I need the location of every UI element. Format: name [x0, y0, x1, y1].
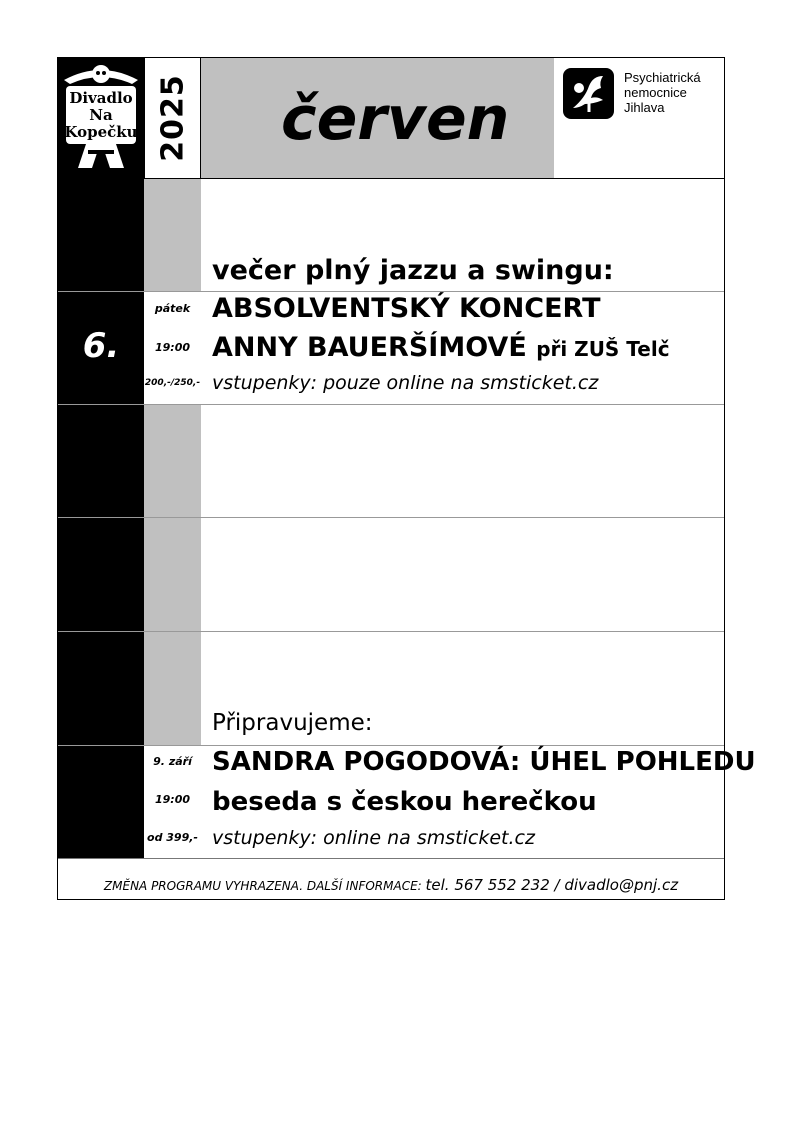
svg-text:Divadlo: Divadlo: [69, 89, 133, 107]
row-divider: [58, 858, 724, 859]
row-divider: [58, 404, 724, 405]
upcoming-time: 19:00: [154, 793, 190, 806]
event-day: 6.: [82, 326, 120, 366]
day-column-block-3: [58, 404, 144, 745]
day-column-block-4: [58, 745, 144, 858]
program-sheet: [57, 57, 756, 900]
row-divider: [58, 517, 724, 518]
side-column-block-1: [144, 179, 201, 291]
year-label: 2025: [155, 74, 190, 162]
svg-text:Kopečku: Kopečku: [64, 123, 138, 141]
footer-contact: tel. 567 552 232 / divadlo@pnj.cz: [425, 876, 679, 894]
upcoming-date: 9. září: [153, 755, 192, 768]
upcoming-heading: Připravujeme:: [212, 710, 373, 736]
upcoming-title: SANDRA POGODOVÁ: ÚHEL POHLEDU: [212, 747, 756, 777]
theatre-logo-icon: [58, 58, 144, 178]
event-time: 19:00: [154, 341, 190, 354]
event-school: při ZUŠ Telč: [536, 337, 670, 361]
upcoming-tickets: vstupenky: online na smsticket.cz: [212, 827, 535, 849]
day-column-block-1: [58, 179, 144, 291]
row-divider: [58, 291, 724, 292]
theatre-logo: [58, 58, 144, 178]
hospital-name: [624, 70, 701, 115]
event-title-line-2: [212, 332, 670, 363]
row-divider: [58, 631, 724, 632]
upcoming-subtitle: beseda s českou herečkou: [212, 787, 597, 817]
event-price: 200,-/250,-: [144, 378, 201, 388]
year-cell: [144, 58, 201, 178]
footer-notice: ZMĚNA PROGRAMU VYHRAZENA. DALŠÍ INFORMACE:: [103, 879, 422, 893]
event-tickets: vstupenky: pouze online na smsticket.cz: [212, 372, 599, 394]
event-performer: ANNY BAUERŠÍMOVÉ: [212, 332, 527, 363]
event-title-line-1: ABSOLVENTSKÝ KONCERT: [212, 293, 601, 324]
footer: [58, 876, 724, 894]
event-intro: večer plný jazzu a swingu:: [212, 255, 614, 286]
side-column-block-3: [144, 404, 201, 745]
event-weekday: pátek: [154, 302, 191, 315]
upcoming-price: od 399,-: [147, 831, 198, 844]
hospital-name-line-1: Psychiatrická: [624, 70, 701, 85]
hospital-name-line-3: Jihlava: [624, 100, 665, 115]
hospital-block: [554, 58, 724, 178]
hospital-name-line-2: nemocnice: [624, 85, 687, 100]
row-divider: [58, 745, 724, 746]
month-title: červen: [281, 84, 510, 154]
svg-text:Na: Na: [89, 106, 113, 124]
month-cell: [201, 58, 554, 178]
hospital-logo-icon: [563, 68, 614, 119]
